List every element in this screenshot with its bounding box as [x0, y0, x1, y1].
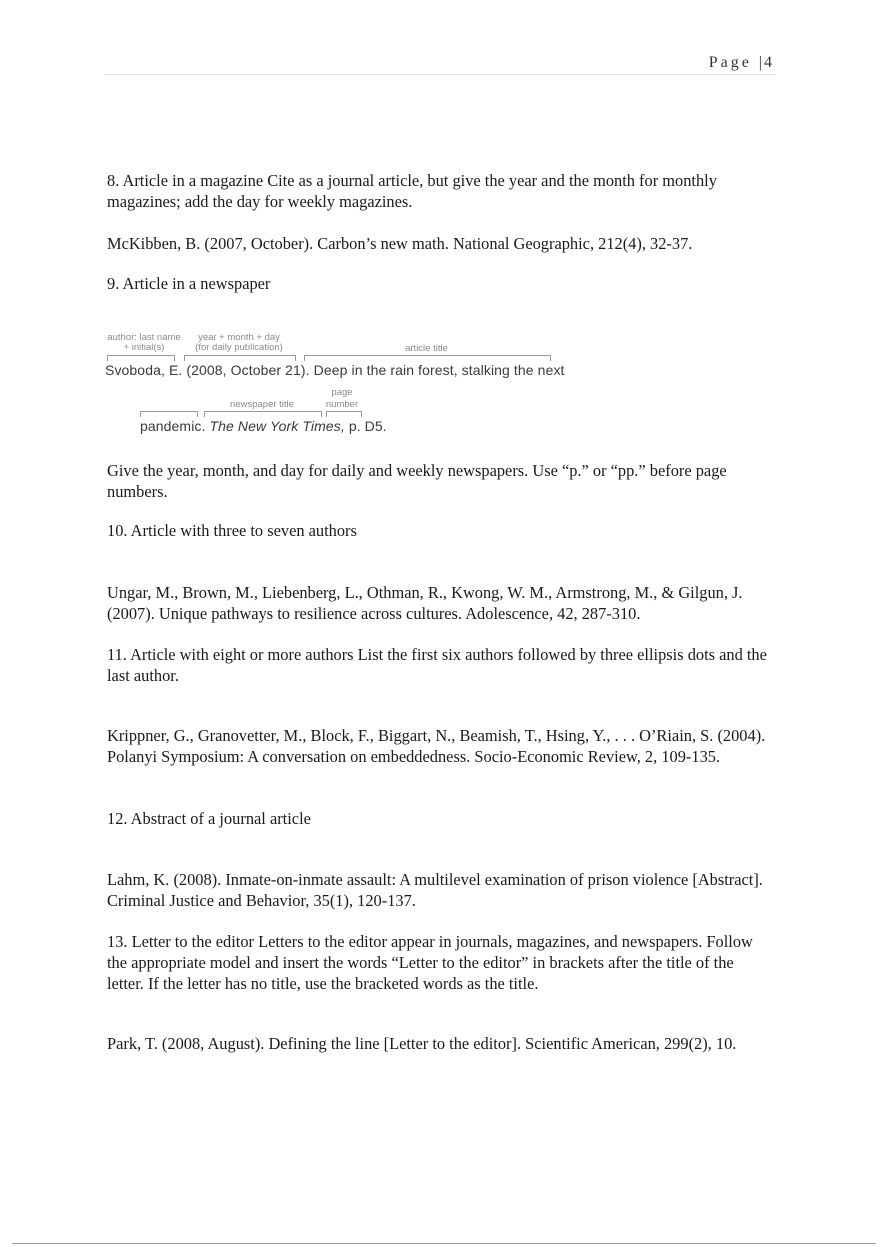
bracket-date [184, 355, 296, 361]
bracket-pandemic [140, 411, 198, 417]
page-number-label [709, 54, 772, 72]
annotation-author-line2: + initial(s) [123, 342, 165, 353]
bracket-author [107, 355, 175, 361]
annotation-newspaper-title: newspaper title [230, 399, 294, 410]
section-13-heading: 13. Letter to the editor Letters to the editor appear in journals, magazines, and newspapers. Follow the appropriate model and insert the words “Letter to the editor” in brackets after the title of the letter. If the letter has no title, use the bracketed words as the title. [107, 932, 753, 993]
page-number: 4 [764, 54, 772, 71]
page-word: Page [708, 54, 752, 71]
annotation-date-line1: year + month + day [198, 332, 280, 343]
citation-line-2 [140, 418, 387, 434]
section-11-heading: 11. Article with eight or more authors List the first six authors followed by three ellipsis dots and the last author. [107, 645, 767, 685]
footer-divider [12, 1243, 876, 1244]
annotation-article-title: article title [405, 343, 448, 354]
citation-newspaper-name: The New York Times, [209, 418, 345, 434]
section-8-example: McKibben, B. (2007, October). Carbon’s new math. National Geographic, 212(4), 32-37. [107, 234, 693, 253]
section-8-heading: 8. Article in a magazine Cite as a journal article, but give the year and the month for monthly magazines; add the day for weekly magazines. [107, 171, 717, 211]
annotation-date-line2: (for daily publication) [195, 342, 283, 353]
section-9-heading: 9. Article in a newspaper [107, 274, 271, 293]
section-10-example: Ungar, M., Brown, M., Liebenberg, L., Othman, R., Kwong, W. M., Armstrong, M., & Gilgun, J. (2007). Unique pathways to resilience across cultures. Adolescence, 42, 287-310. [107, 583, 743, 623]
bracket-newspaper-title [204, 411, 322, 417]
bracket-page-number [326, 411, 362, 417]
annotation-page-line2: number [325, 399, 359, 410]
citation-line-2-start: pandemic. [140, 418, 210, 434]
section-9-note: Give the year, month, and day for daily and weekly newspapers. Use “p.” or “pp.” before page numbers. [107, 461, 727, 501]
page-header [104, 52, 776, 75]
citation-page: p. D5. [344, 418, 387, 434]
section-11-example: Krippner, G., Granovetter, M., Block, F., Biggart, N., Beamish, T., Hsing, Y., . . . O’Riain, S. (2004). Polanyi Symposium: A conversation on embeddedness. Socio-Economic Review, 2, 109-135. [107, 726, 766, 766]
newspaper-citation-diagram [104, 328, 565, 438]
annotation-page-line1: page [331, 387, 353, 398]
annotation-author-line1: author: last name [107, 332, 181, 343]
bracket-article-title [304, 355, 551, 361]
section-13-example: Park, T. (2008, August). Defining the line [Letter to the editor]. Scientific American, 299(2), 10. [107, 1034, 737, 1053]
page-separator: | [758, 54, 762, 71]
section-12-heading: 12. Abstract of a journal article [107, 809, 311, 828]
section-12-example: Lahm, K. (2008). Inmate-on-inmate assault: A multilevel examination of prison violence [Abstract]. Criminal Justice and Behavior, 35(1), 120-137. [107, 870, 763, 910]
citation-line-1: Svoboda, E. (2008, October 21). Deep in the rain forest, stalking the next [105, 362, 565, 378]
section-10-heading: 10. Article with three to seven authors [107, 521, 357, 540]
